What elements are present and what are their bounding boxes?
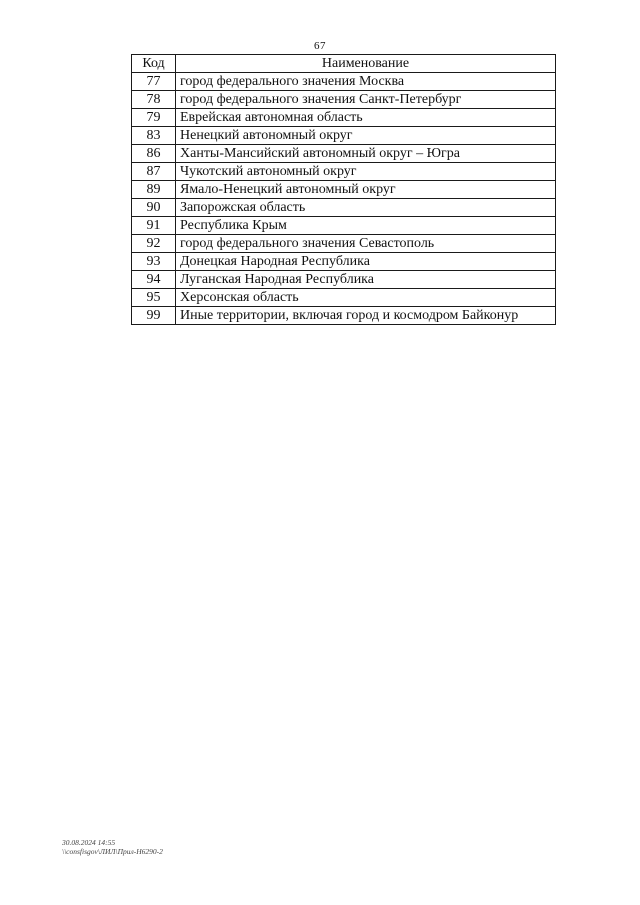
region-name: Ямало-Ненецкий автономный округ xyxy=(176,181,556,199)
region-code: 79 xyxy=(132,109,176,127)
region-code: 86 xyxy=(132,145,176,163)
region-name: Еврейская автономная область xyxy=(176,109,556,127)
region-name: Ханты-Мансийский автономный округ – Югра xyxy=(176,145,556,163)
table-row xyxy=(132,127,556,145)
region-name: город федерального значения Москва xyxy=(176,73,556,91)
region-name: Ненецкий автономный округ xyxy=(176,127,556,145)
table-row xyxy=(132,289,556,307)
region-code: 77 xyxy=(132,73,176,91)
footer-timestamp: 30.08.2024 14:55 xyxy=(62,838,116,847)
footer-file-reference: \\consfisgov\ЛИЛ\Прил-Н6290-2 xyxy=(62,847,163,856)
region-name: город федерального значения Севастополь xyxy=(176,235,556,253)
region-name: Донецкая Народная Республика xyxy=(176,253,556,271)
region-code: 87 xyxy=(132,163,176,181)
region-name: Херсонская область xyxy=(176,289,556,307)
table-row xyxy=(132,217,556,235)
document-footer xyxy=(62,838,163,856)
table-row xyxy=(132,109,556,127)
region-code-table xyxy=(131,54,556,325)
region-code: 92 xyxy=(132,235,176,253)
table-row xyxy=(132,271,556,289)
column-header-code: Код xyxy=(132,55,176,73)
table-row xyxy=(132,307,556,325)
region-code: 94 xyxy=(132,271,176,289)
table-row xyxy=(132,73,556,91)
region-code: 99 xyxy=(132,307,176,325)
region-name: город федерального значения Санкт-Петербург xyxy=(176,91,556,109)
page-number: 67 xyxy=(314,40,326,52)
table-row xyxy=(132,91,556,109)
region-code: 83 xyxy=(132,127,176,145)
table-row xyxy=(132,235,556,253)
region-name: Луганская Народная Республика xyxy=(176,271,556,289)
region-code: 90 xyxy=(132,199,176,217)
region-name: Запорожская область xyxy=(176,199,556,217)
table-row xyxy=(132,199,556,217)
table-row xyxy=(132,253,556,271)
table-header-row xyxy=(132,55,556,73)
column-header-name: Наименование xyxy=(176,55,556,73)
table-row xyxy=(132,145,556,163)
region-code: 93 xyxy=(132,253,176,271)
region-code: 78 xyxy=(132,91,176,109)
region-code: 95 xyxy=(132,289,176,307)
region-name: Республика Крым xyxy=(176,217,556,235)
region-name: Чукотский автономный округ xyxy=(176,163,556,181)
table-row xyxy=(132,181,556,199)
table-row xyxy=(132,163,556,181)
region-name: Иные территории, включая город и космодром Байконур xyxy=(176,307,556,325)
region-code: 89 xyxy=(132,181,176,199)
region-code: 91 xyxy=(132,217,176,235)
